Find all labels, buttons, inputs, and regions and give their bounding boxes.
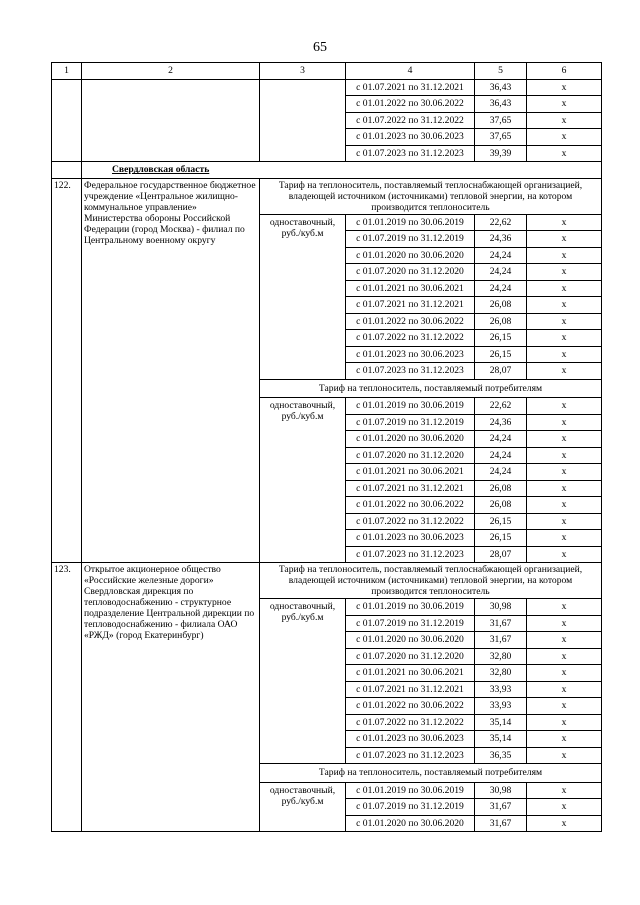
org-number: 123. [52, 563, 82, 832]
value-cell: 26,08 [475, 480, 527, 497]
x-cell: х [527, 546, 602, 563]
empty-unit-cell [260, 79, 346, 162]
value-cell: 32,80 [475, 648, 527, 665]
x-cell: х [527, 346, 602, 363]
value-cell: 37,65 [475, 129, 527, 146]
header-row [52, 63, 602, 80]
region-row [52, 162, 602, 179]
period-cell: с 01.01.2022 по 30.06.2022 [346, 96, 475, 113]
value-cell: 32,80 [475, 665, 527, 682]
value-cell: 24,24 [475, 280, 527, 297]
x-cell: х [527, 599, 602, 616]
org-name: Открытое акционерное общество «Российские железные дороги» Свердловская дирекция по тепловодоснабжению - структурное подразделение Центральной дирекции по тепловодоснабжению - филиала ОАО «РЖД» (город Екатеринбург) [82, 563, 260, 832]
x-cell: х [527, 731, 602, 748]
x-cell: х [527, 79, 602, 96]
period-cell: с 01.07.2020 по 31.12.2020 [346, 648, 475, 665]
value-cell: 31,67 [475, 615, 527, 632]
value-cell: 30,98 [475, 599, 527, 616]
x-cell: х [527, 530, 602, 547]
x-cell: х [527, 247, 602, 264]
x-cell: х [527, 96, 602, 113]
value-cell: 26,15 [475, 530, 527, 547]
x-cell: х [527, 297, 602, 314]
x-cell: х [527, 414, 602, 431]
table-row [52, 79, 602, 96]
x-cell: х [527, 398, 602, 415]
period-cell: с 01.07.2020 по 31.12.2020 [346, 447, 475, 464]
value-cell: 31,67 [475, 799, 527, 816]
x-cell: х [527, 447, 602, 464]
period-cell: с 01.07.2023 по 31.12.2023 [346, 363, 475, 380]
period-cell: с 01.01.2023 по 30.06.2023 [346, 731, 475, 748]
value-cell: 24,36 [475, 231, 527, 248]
value-cell: 31,67 [475, 632, 527, 649]
period-cell: с 01.01.2019 по 30.06.2019 [346, 599, 475, 616]
x-cell: х [527, 231, 602, 248]
period-cell: с 01.07.2022 по 31.12.2022 [346, 714, 475, 731]
value-cell: 26,15 [475, 330, 527, 347]
period-cell: с 01.07.2022 по 31.12.2022 [346, 513, 475, 530]
period-cell: с 01.01.2022 по 30.06.2022 [346, 313, 475, 330]
x-cell: х [527, 112, 602, 129]
unit-cell: одноставочный, руб./куб.м [260, 782, 346, 832]
value-cell: 22,62 [475, 214, 527, 231]
tariff-title-row [52, 178, 602, 214]
x-cell: х [527, 714, 602, 731]
value-cell: 24,24 [475, 464, 527, 481]
value-cell: 26,08 [475, 297, 527, 314]
tariff-title: Тариф на теплоноситель, поставляемый потребителям [260, 764, 602, 783]
unit-cell: одноставочный, руб./куб.м [260, 599, 346, 764]
value-cell: 36,35 [475, 747, 527, 764]
page-number: 65 [313, 40, 327, 55]
period-cell: с 01.07.2019 по 31.12.2019 [346, 799, 475, 816]
value-cell: 28,07 [475, 546, 527, 563]
period-cell: с 01.01.2020 по 30.06.2020 [346, 431, 475, 448]
tariff-title-row [52, 563, 602, 599]
period-cell: с 01.01.2020 по 30.06.2020 [346, 815, 475, 832]
period-cell: с 01.07.2021 по 31.12.2021 [346, 480, 475, 497]
value-cell: 31,67 [475, 815, 527, 832]
column-header: 4 [346, 63, 475, 80]
period-cell: с 01.01.2023 по 30.06.2023 [346, 346, 475, 363]
x-cell: х [527, 363, 602, 380]
value-cell: 26,15 [475, 513, 527, 530]
period-cell: с 01.01.2022 по 30.06.2022 [346, 698, 475, 715]
period-cell: с 01.07.2023 по 31.12.2023 [346, 747, 475, 764]
x-cell: х [527, 431, 602, 448]
x-cell: х [527, 129, 602, 146]
x-cell: х [527, 214, 602, 231]
x-cell: х [527, 497, 602, 514]
value-cell: 26,08 [475, 497, 527, 514]
value-cell: 26,08 [475, 313, 527, 330]
x-cell: х [527, 698, 602, 715]
tariff-title: Тариф на теплоноситель, поставляемый теплоснабжающей организацией, владеющей источником (источниками) тепловой энергии, на котором производится теплоноситель [260, 178, 602, 214]
period-cell: с 01.01.2019 по 30.06.2019 [346, 782, 475, 799]
period-cell: с 01.01.2019 по 30.06.2019 [346, 214, 475, 231]
period-cell: с 01.01.2021 по 30.06.2021 [346, 464, 475, 481]
x-cell: х [527, 280, 602, 297]
period-cell: с 01.07.2019 по 31.12.2019 [346, 615, 475, 632]
value-cell: 35,14 [475, 731, 527, 748]
period-cell: с 01.01.2021 по 30.06.2021 [346, 280, 475, 297]
period-cell: с 01.01.2020 по 30.06.2020 [346, 247, 475, 264]
value-cell: 37,65 [475, 112, 527, 129]
value-cell: 24,36 [475, 414, 527, 431]
period-cell: с 01.07.2021 по 31.12.2021 [346, 681, 475, 698]
period-cell: с 01.01.2023 по 30.06.2023 [346, 530, 475, 547]
unit-cell: одноставочный, руб./куб.м [260, 398, 346, 563]
column-header: 6 [527, 63, 602, 80]
x-cell: х [527, 264, 602, 281]
x-cell: х [527, 815, 602, 832]
org-number: 122. [52, 178, 82, 563]
column-header: 3 [260, 63, 346, 80]
value-cell: 36,43 [475, 96, 527, 113]
period-cell: с 01.01.2020 по 30.06.2020 [346, 632, 475, 649]
unit-cell: одноставочный, руб./куб.м [260, 214, 346, 379]
value-cell: 39,39 [475, 145, 527, 162]
x-cell: х [527, 681, 602, 698]
tariff-table [51, 62, 602, 832]
x-cell: х [527, 747, 602, 764]
x-cell: х [527, 330, 602, 347]
org-name: Федеральное государственное бюджетное учреждение «Центральное жилищно-коммунальное управление» Министерства обороны Российской Федерации (город Москва) - филиал по Центральному военному округу [82, 178, 260, 563]
x-cell: х [527, 464, 602, 481]
region-title: Свердловская область [82, 162, 602, 179]
tariff-title: Тариф на теплоноситель, поставляемый потребителям [260, 379, 602, 398]
value-cell: 30,98 [475, 782, 527, 799]
value-cell: 24,24 [475, 247, 527, 264]
period-cell: с 01.01.2022 по 30.06.2022 [346, 497, 475, 514]
period-cell: с 01.01.2021 по 30.06.2021 [346, 665, 475, 682]
empty-name-cell [82, 79, 260, 162]
period-cell: с 01.07.2023 по 31.12.2023 [346, 145, 475, 162]
empty-num-cell [52, 79, 82, 162]
period-cell: с 01.07.2022 по 31.12.2022 [346, 112, 475, 129]
value-cell: 26,15 [475, 346, 527, 363]
period-cell: с 01.07.2022 по 31.12.2022 [346, 330, 475, 347]
value-cell: 28,07 [475, 363, 527, 380]
period-cell: с 01.01.2023 по 30.06.2023 [346, 129, 475, 146]
x-cell: х [527, 513, 602, 530]
column-header: 2 [82, 63, 260, 80]
period-cell: с 01.07.2020 по 31.12.2020 [346, 264, 475, 281]
x-cell: х [527, 665, 602, 682]
tariff-title: Тариф на теплоноситель, поставляемый теплоснабжающей организацией, владеющей источником (источниками) тепловой энергии, на котором производится теплоноситель [260, 563, 602, 599]
period-cell: с 01.01.2019 по 30.06.2019 [346, 398, 475, 415]
x-cell: х [527, 782, 602, 799]
column-header: 5 [475, 63, 527, 80]
period-cell: с 01.07.2019 по 31.12.2019 [346, 414, 475, 431]
x-cell: х [527, 632, 602, 649]
x-cell: х [527, 145, 602, 162]
region-num-cell [52, 162, 82, 179]
x-cell: х [527, 648, 602, 665]
x-cell: х [527, 799, 602, 816]
x-cell: х [527, 480, 602, 497]
value-cell: 36,43 [475, 79, 527, 96]
value-cell: 22,62 [475, 398, 527, 415]
period-cell: с 01.07.2023 по 31.12.2023 [346, 546, 475, 563]
value-cell: 24,24 [475, 264, 527, 281]
value-cell: 33,93 [475, 681, 527, 698]
x-cell: х [527, 313, 602, 330]
value-cell: 24,24 [475, 447, 527, 464]
period-cell: с 01.07.2021 по 31.12.2021 [346, 79, 475, 96]
x-cell: х [527, 615, 602, 632]
period-cell: с 01.07.2021 по 31.12.2021 [346, 297, 475, 314]
period-cell: с 01.07.2019 по 31.12.2019 [346, 231, 475, 248]
value-cell: 24,24 [475, 431, 527, 448]
column-header: 1 [52, 63, 82, 80]
value-cell: 33,93 [475, 698, 527, 715]
value-cell: 35,14 [475, 714, 527, 731]
